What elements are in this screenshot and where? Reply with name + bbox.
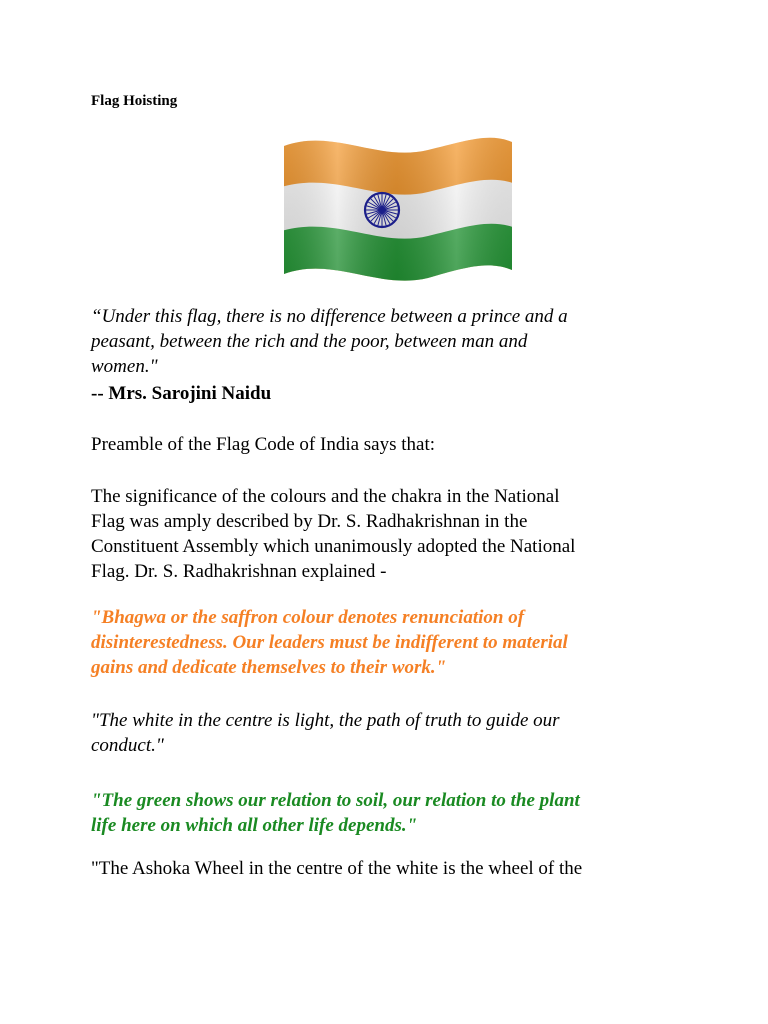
paragraph-line: Flag. Dr. S. Radhakrishnan explained - — [91, 561, 387, 582]
paragraph-line: The significance of the colours and the chakra in the National — [91, 486, 560, 507]
green-quote-line: "The green shows our relation to soil, our relation to the plant — [91, 790, 580, 811]
quote-line: peasant, between the rich and the poor, between man and — [91, 331, 528, 352]
sarojini-naidu-quote — [91, 304, 691, 379]
saffron-quote-line: gains and dedicate themselves to their work." — [91, 657, 447, 678]
preamble-text: Preamble of the Flag Code of India says that: — [91, 434, 436, 455]
green-quote-line: life here on which all other life depends." — [91, 815, 418, 836]
white-quote-line: "The white in the centre is light, the path of truth to guide our — [91, 710, 560, 731]
quote-line: women." — [91, 356, 158, 377]
quote-author: -- Mrs. Sarojini Naidu — [91, 383, 272, 404]
document-heading: Flag Hoisting — [91, 93, 178, 109]
saffron-quote-line: "Bhagwa or the saffron colour denotes renunciation of — [91, 607, 525, 628]
white-quote — [91, 708, 691, 758]
paragraph-line: Flag was amply described by Dr. S. Radhakrishnan in the — [91, 511, 528, 532]
paragraph-line: "The Ashoka Wheel in the centre of the white is the wheel of the — [91, 858, 583, 879]
green-quote — [91, 788, 691, 838]
saffron-quote-line: disinterestedness. Our leaders must be indifferent to material — [91, 632, 568, 653]
indian-flag-icon — [278, 132, 516, 292]
ashoka-wheel-paragraph — [91, 856, 691, 881]
significance-paragraph — [91, 484, 691, 584]
ashoka-chakra-icon — [365, 193, 399, 227]
quote-line: “Under this flag, there is no difference between a prince and a — [91, 306, 568, 327]
paragraph-line: Constituent Assembly which unanimously adopted the National — [91, 536, 576, 557]
white-quote-line: conduct." — [91, 735, 164, 756]
saffron-quote — [91, 605, 691, 680]
